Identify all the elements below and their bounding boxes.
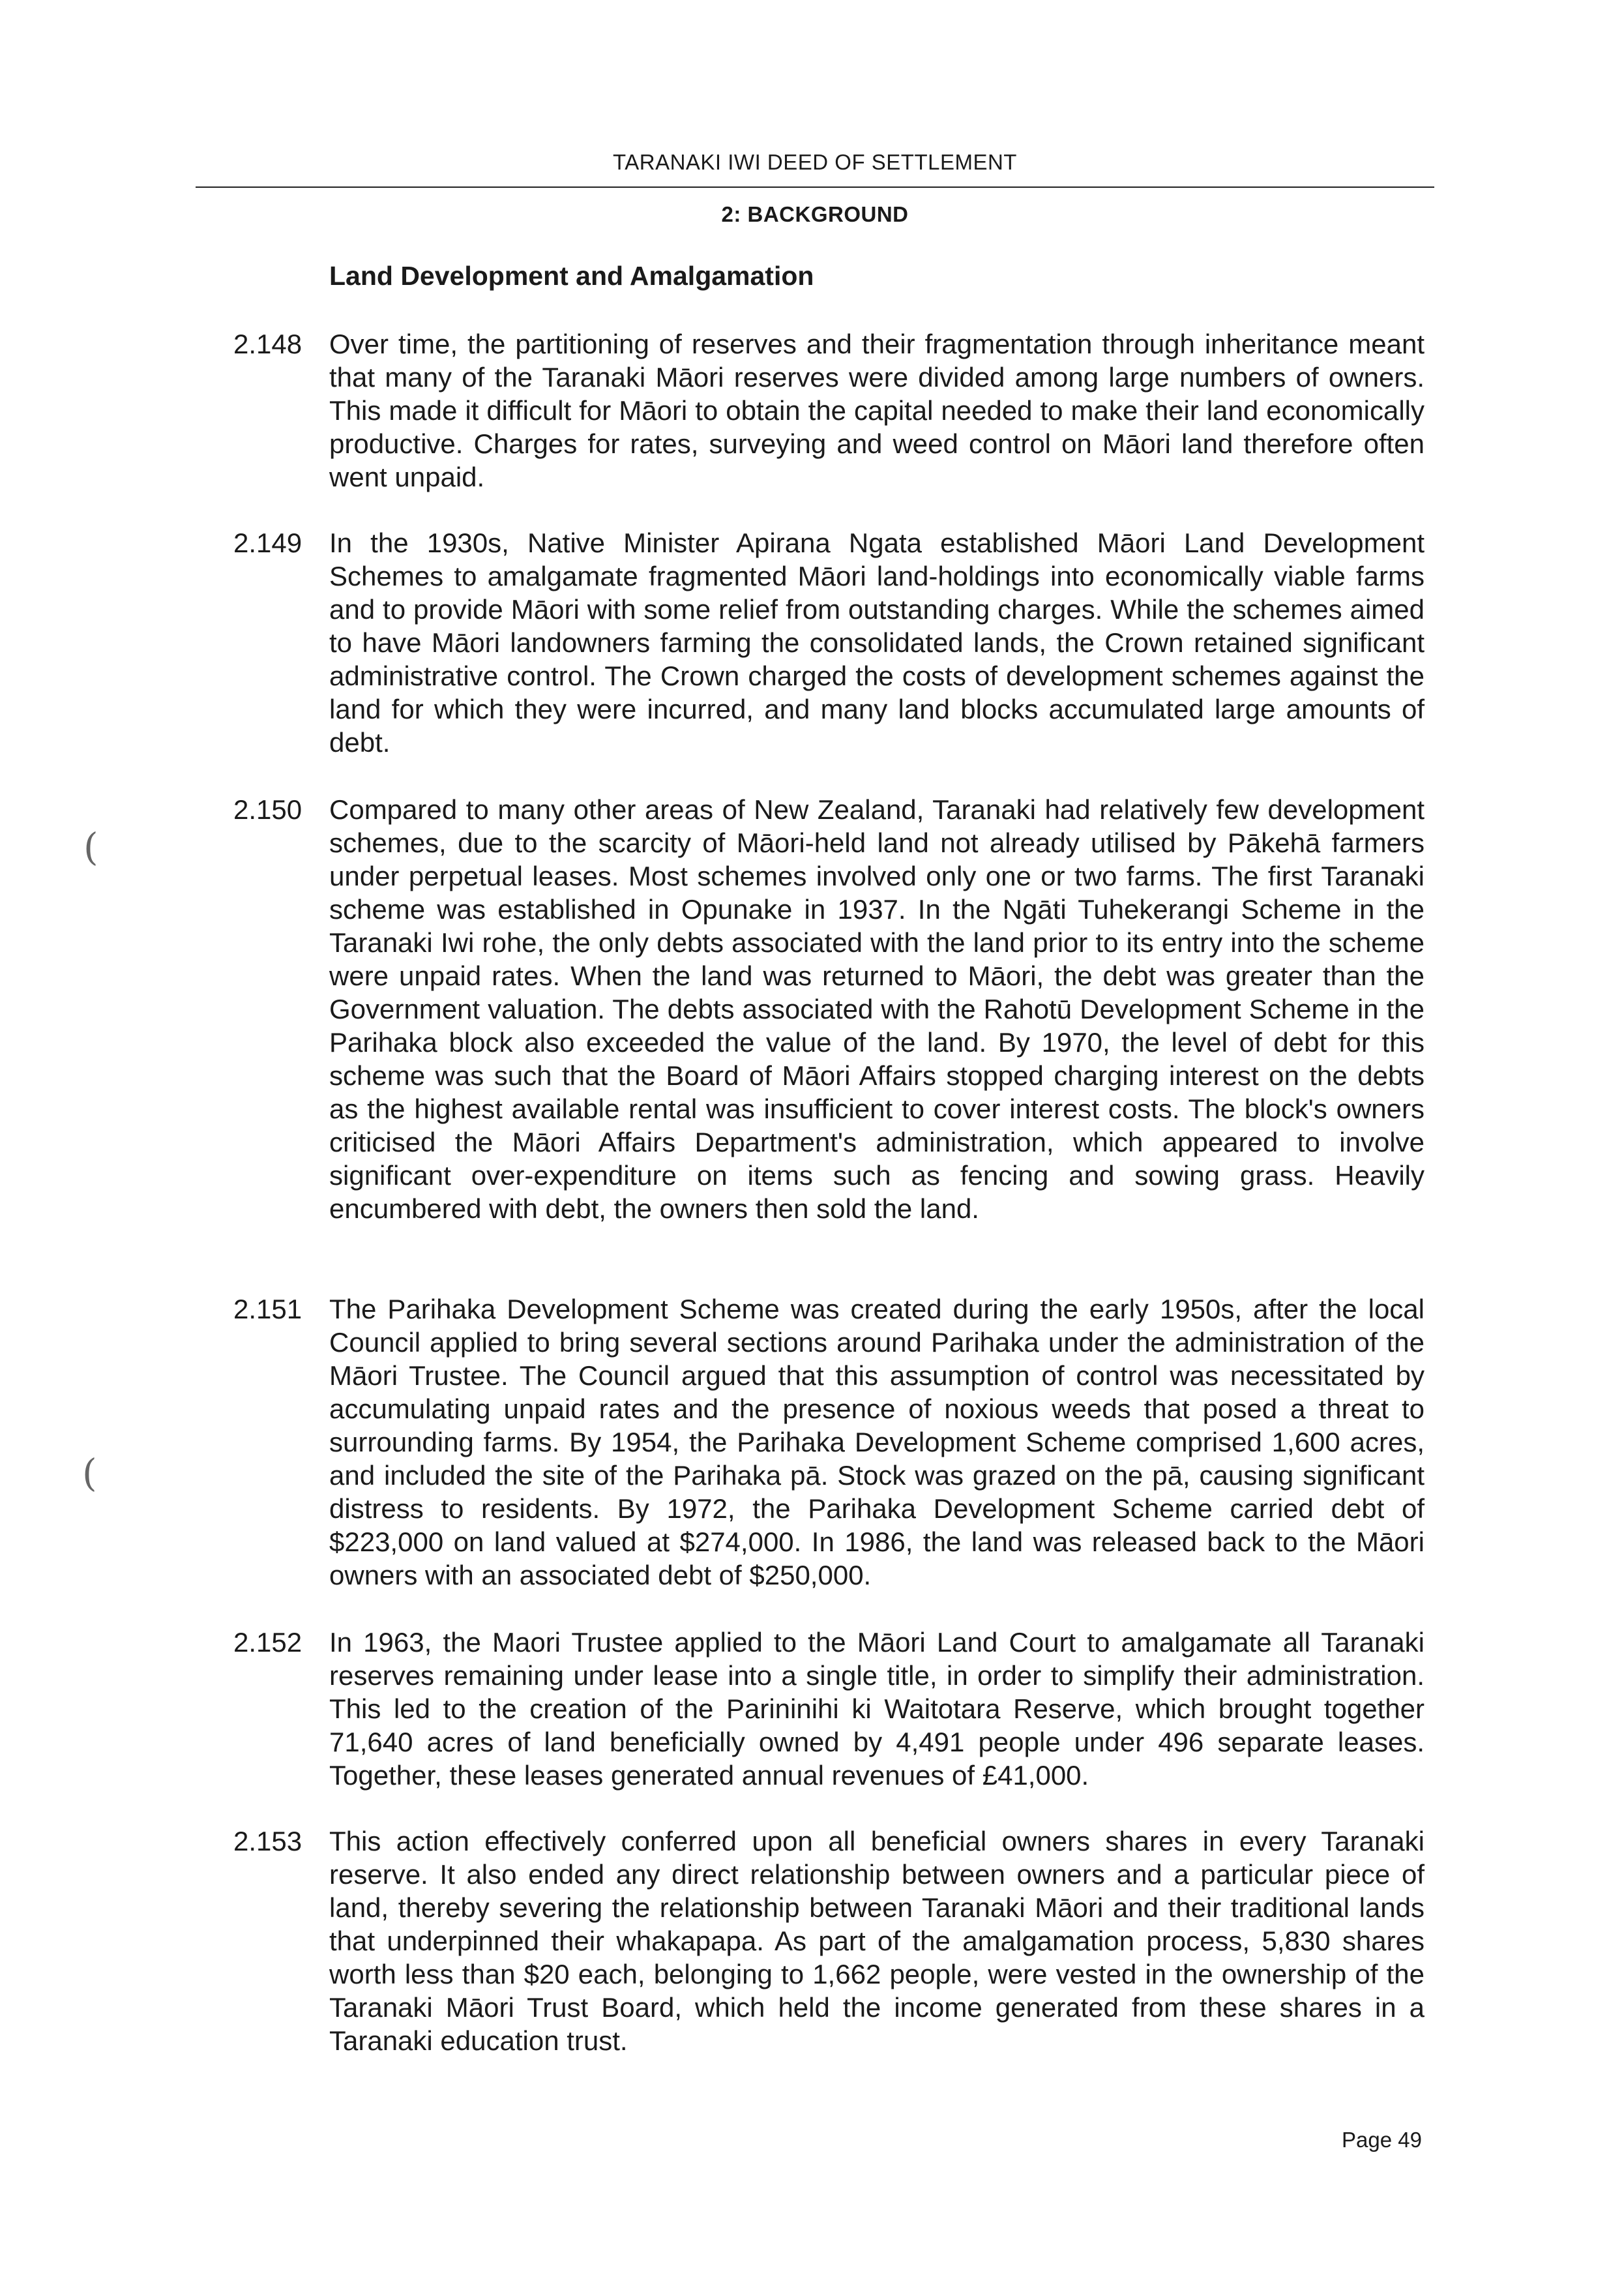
section-label: 2: BACKGROUND (721, 202, 909, 226)
paragraph-text: In the 1930s, Native Minister Apirana Ngata established Māori Land Development Schemes to amalgamate fragmented Māori land-holdings into economically viable farms and to provide Māori with some relief from outstanding charges. While the schemes aimed to have Māori landowners farming the consolidated lands, the Crown retained significant administrative control. The Crown charged the costs of development schemes against the land for which they were incurred, and many land blocks accumulated large amounts of debt. (329, 528, 1425, 758)
paragraph-number: 2.149 (233, 528, 303, 558)
paragraph-text: In 1963, the Maori Trustee applied to the Māori Land Court to amalgamate all Taranaki reserves remaining under lease into a single title, in order to simplify their administration. This led to the creation of the Parininihi ki Waitotara Reserve, which brought together 71,640 acres of land beneficially owned by 4,491 people under 496 separate leases. Together, these leases generated annual revenues of £41,000. (329, 1627, 1425, 1791)
paragraph-number: 2.150 (233, 794, 303, 825)
scan-margin-mark: ( (83, 825, 98, 869)
page-number: Page 49 (1342, 2128, 1422, 2152)
paragraph-text: This action effectively conferred upon all beneficial owners shares in every Taranaki reserve. It also ended any direct relationship between owners and a particular piece of land, thereby severing the relationship between Taranaki Māori and their traditional lands that underpinned their whakapapa. As part of the amalgamation process, 5,830 shares worth less than $20 each, belonging to 1,662 people, were vested in the ownership of the Taranaki Māori Trust Board, which held the income generated from these shares in a Taranaki education trust. (329, 1826, 1425, 2056)
paragraph-text: The Parihaka Development Scheme was created during the early 1950s, after the local Council applied to bring several sections around Parihaka under the administration of the Māori Trustee. The Council argued that this assumption of control was necessitated by accumulating unpaid rates and the presence of noxious weeds that posed a threat to surrounding farms. By 1954, the Parihaka Development Scheme comprised 1,600 acres, and included the site of the Parihaka pā. Stock was grazed on the pā, causing significant distress to residents. By 1972, the Parihaka Development Scheme carried debt of $223,000 on land valued at $274,000. In 1986, the land was released back to the Māori owners with an associated debt of $250,000. (329, 1294, 1425, 1590)
paragraph-text: Compared to many other areas of New Zealand, Taranaki had relatively few development schemes, due to the scarcity of Māori-held land not already utilised by Pākehā farmers under perpetual leases. Most schemes involved only one or two farms. The first Taranaki scheme was established in Opunake in 1937. In the Ngāti Tuhekerangi Scheme in the Taranaki Iwi rohe, the only debts associated with the land prior to its entry into the scheme were unpaid rates. When the land was returned to Māori, the debt was greater than the Government valuation. The debts associated with the Rahotū Development Scheme in the Parihaka block also exceeded the value of the land. By 1970, the level of debt for this scheme was such that the Board of Māori Affairs stopped charging interest on the debts as the highest available rental was insufficient to cover interest costs. The block's owners criticised the Māori Affairs Department's administration, which appeared to involve significant over-expenditure on items such as fencing and sowing grass. Heavily encumbered with debt, the owners then sold the land. (329, 794, 1425, 1224)
scan-margin-mark: ( (82, 1451, 97, 1495)
paragraph-number: 2.153 (233, 1826, 303, 1856)
paragraph-number: 2.152 (233, 1627, 303, 1658)
section-heading: Land Development and Amalgamation (329, 261, 814, 291)
paragraph-number: 2.148 (233, 329, 303, 359)
paragraph-text: Over time, the partitioning of reserves and their fragmentation through inheritance meant that many of the Taranaki Māori reserves were divided among large numbers of owners. This made it difficult for Māori to obtain the capital needed to make their land economically productive. Charges for rates, surveying and weed control on Māori land therefore often went unpaid. (329, 329, 1425, 492)
document-header-title: TARANAKI IWI DEED OF SETTLEMENT (613, 150, 1017, 174)
paragraph-number: 2.151 (233, 1294, 303, 1324)
header-divider (196, 186, 1434, 188)
